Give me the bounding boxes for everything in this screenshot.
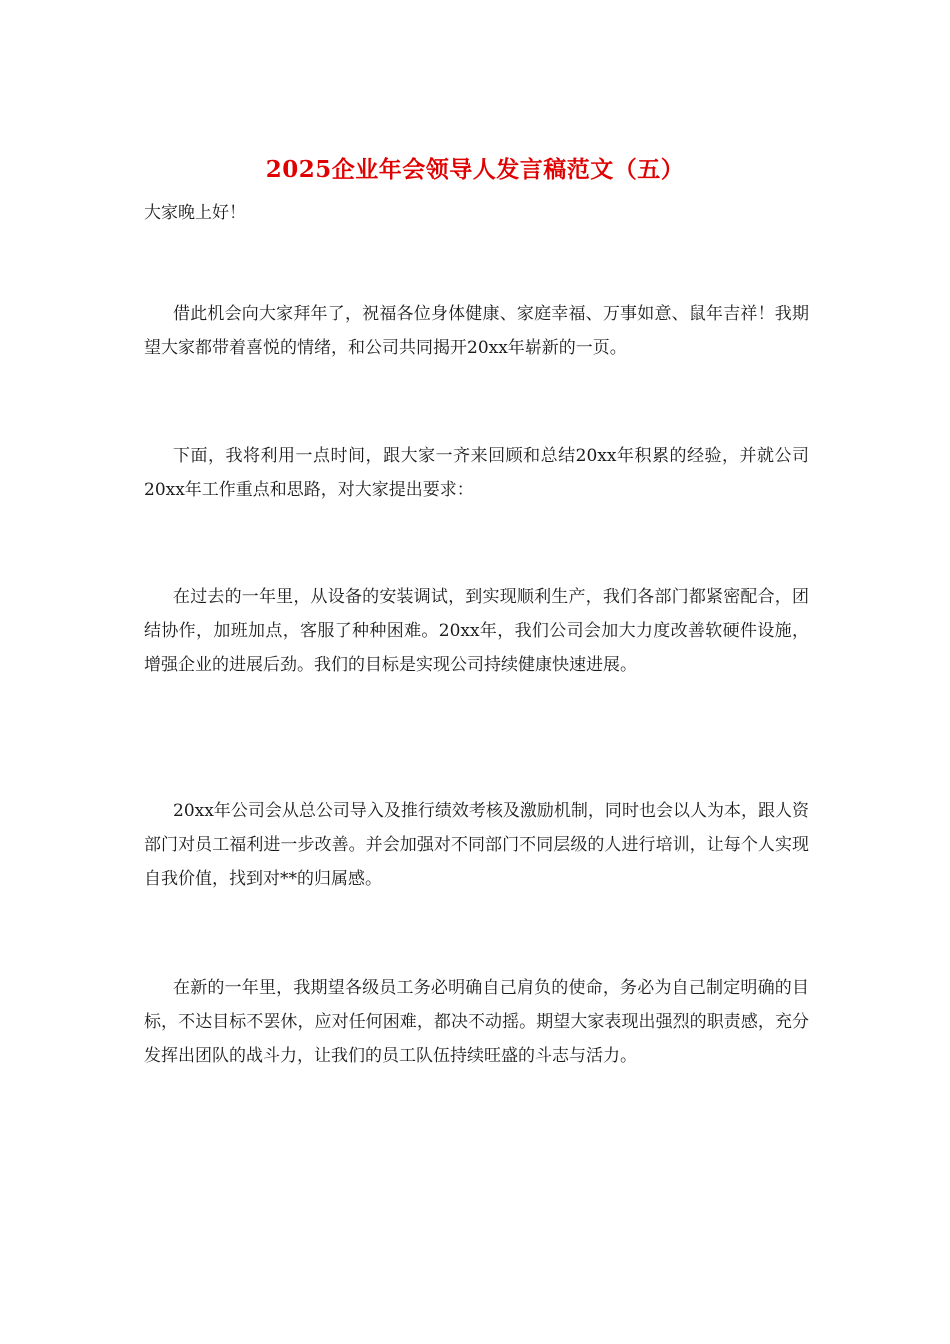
- paragraph-new-year-goals: 在新的一年里，我期望各级员工务必明确自己肩负的使命，务必为自己制定明确的目标，不达目标不罢休，应对任何困难，都决不动摇。期望大家表现出强烈的职责感，充分发挥出团队的战斗力，让我们的员工队伍持续旺盛的斗志与活力。: [144, 978, 809, 1066]
- paragraph-review-intro: 下面，我将利用一点时间，跟大家一齐来回顾和总结20xx年积累的经验，并就公司20xx年工作重点和思路，对大家提出要求：: [144, 446, 809, 500]
- paragraph-past-year: 在过去的一年里，从设备的安装调试，到实现顺利生产，我们各部门都紧密配合，团结协作，加班加点，客服了种种困难。20xx年，我们公司会加大力度改善软硬件设施，增强企业的进展后劲。我们的目标是实现公司持续健康快速进展。: [144, 587, 809, 675]
- document-title: 2025企业年会领导人发言稿范文（五）: [265, 156, 685, 183]
- paragraph-performance-system: 20xx年公司会从总公司导入及推行绩效考核及激励机制，同时也会以人为本，跟人资部门对员工福利进一步改善。并会加强对不同部门不同层级的人进行培训，让每个人实现自我价值，找到对**的归属感。: [144, 801, 809, 889]
- paragraph-new-year-wishes: 借此机会向大家拜年了，祝福各位身体健康、家庭幸福、万事如意、鼠年吉祥！我期望大家都带着喜悦的情绪，和公司共同揭开20xx年崭新的一页。: [144, 304, 809, 358]
- greeting-line: 大家晚上好！: [144, 203, 246, 223]
